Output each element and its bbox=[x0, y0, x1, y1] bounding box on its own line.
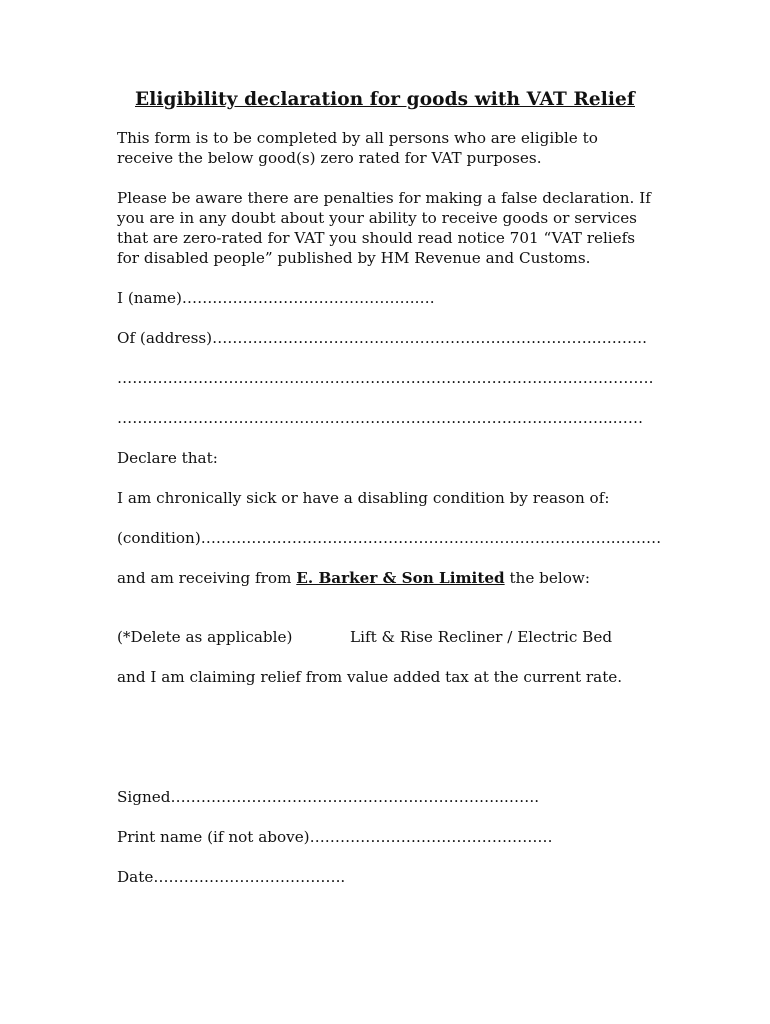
condition-field[interactable]: (condition)……………………………………………………………………….……… bbox=[117, 529, 662, 547]
declare-heading: Declare that: bbox=[117, 449, 218, 467]
delete-note: (*Delete as applicable) bbox=[117, 628, 293, 646]
print-name-field[interactable]: Print name (if not above)………………………………………… bbox=[117, 828, 553, 846]
warning-paragraph: Please be aware there are penalties for making a false declaration. If you are in any doubt about your ability to receive goods or services that are zero-rated for VAT you should read notice 701 “VAT reliefs for disabled people” published by HM Revenue and Customs. bbox=[117, 189, 651, 267]
address-field[interactable]: Of (address)………………………………………………………………….………. bbox=[117, 329, 647, 347]
claim-statement: and I am claiming relief from value added tax at the current rate. bbox=[117, 668, 623, 686]
name-field[interactable]: I (name)……………………………………….…. bbox=[117, 289, 435, 307]
goods-options[interactable]: Lift & Rise Recliner / Electric Bed bbox=[350, 628, 613, 646]
receiving-statement bbox=[117, 568, 590, 588]
condition-intro: I am chronically sick or have a disabling condition by reason of: bbox=[117, 489, 610, 507]
receiving-prefix: and am receiving from bbox=[117, 569, 297, 587]
address-field-line-3[interactable]: ……………………………………………………………………………………..…… bbox=[117, 409, 644, 427]
date-field[interactable]: Date……………………………….. bbox=[117, 868, 346, 886]
intro-paragraph: This form is to be completed by all persons who are eligible to receive the below good(s) zero rated for VAT purposes. bbox=[117, 129, 598, 167]
form-title: Eligibility declaration for goods with VAT Relief bbox=[135, 89, 635, 110]
address-field-line-2[interactable]: ……………………………………………………………………………………………. bbox=[117, 369, 654, 387]
company-name: E. Barker & Son Limited bbox=[296, 569, 505, 587]
receiving-suffix: the below: bbox=[504, 569, 590, 587]
signed-field[interactable]: Signed………………………………………….……………..……. bbox=[117, 788, 540, 806]
